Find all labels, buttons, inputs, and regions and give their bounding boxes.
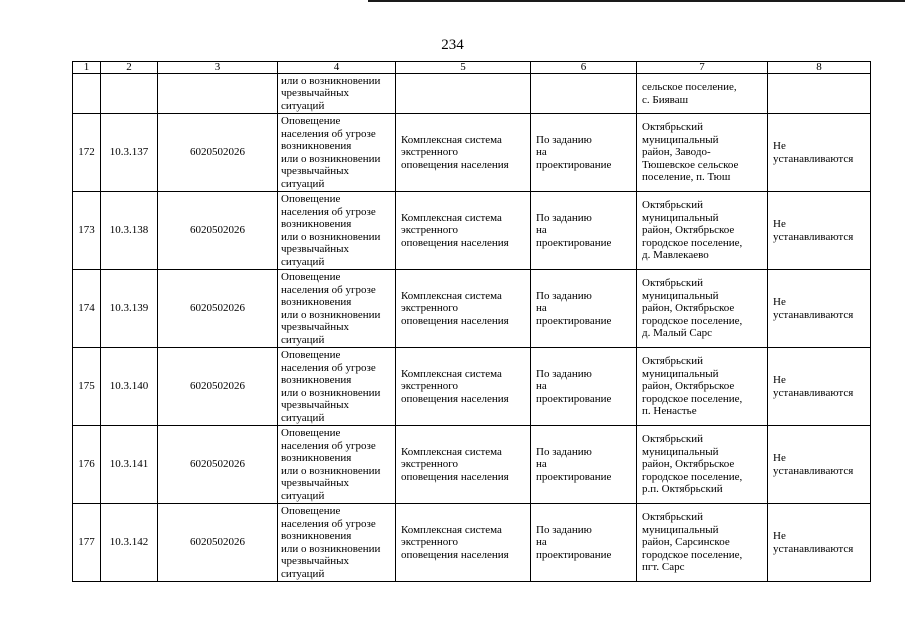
table-row [73,348,871,426]
cell-object-type: Комплексная система экстренного оповещения населения [396,192,531,270]
column-number-header-row [73,62,871,74]
cell-object-code: 10.3.140 [101,348,158,426]
cell-location: Октябрьский муниципальный район, Октябрьское городское поселение, р.п. Октябрьский [637,426,768,504]
cell-classifier-code: 6020502026 [158,348,278,426]
table-row [73,192,871,270]
cell-zones: Не устанавливаются [768,504,871,582]
table-row [73,270,871,348]
cell-empty [158,74,278,114]
cell-classifier-code: 6020502026 [158,270,278,348]
column-header: 7 [637,62,768,74]
cell-location: Октябрьский муниципальный район, Сарсинское городское поселение, пгт. Сарс [637,504,768,582]
column-header: 3 [158,62,278,74]
cell-row-number: 177 [73,504,101,582]
cell-object-name: Оповещение населения об угрозе возникновения или о возникновении чрезвычайных ситуаций [278,114,396,192]
cell-row-number: 175 [73,348,101,426]
cell-zones: Не устанавливаются [768,192,871,270]
cell-zones: Не устанавливаются [768,114,871,192]
cell-location: Октябрьский муниципальный район, Октябрьское городское поселение, д. Мавлекаево [637,192,768,270]
cell-object-name: Оповещение населения об угрозе возникновения или о возникновении чрезвычайных ситуаций [278,192,396,270]
cell-row-number: 176 [73,426,101,504]
cell-object-name: Оповещение населения об угрозе возникновения или о возникновении чрезвычайных ситуаций [278,348,396,426]
cell-location: сельское поселение, с. Бияваш [637,74,768,114]
cell-zones: Не устанавливаются [768,426,871,504]
column-header: 4 [278,62,396,74]
column-header: 8 [768,62,871,74]
cell-location: Октябрьский муниципальный район, Октябрьское городское поселение, п. Ненастье [637,348,768,426]
facilities-table [72,61,871,582]
scan-edge-line [368,0,905,2]
page-number: 234 [441,37,464,53]
cell-empty [101,74,158,114]
cell-object-code: 10.3.141 [101,426,158,504]
cell-object-code: 10.3.139 [101,270,158,348]
cell-row-number: 172 [73,114,101,192]
cell-zones: Не устанавливаются [768,270,871,348]
cell-status: По заданию на проектирование [531,426,637,504]
continuation-row [73,74,871,114]
cell-object-type: Комплексная система экстренного оповещения населения [396,348,531,426]
cell-status: По заданию на проектирование [531,114,637,192]
cell-object-name: или о возникновении чрезвычайных ситуаций [278,74,396,114]
cell-empty [768,74,871,114]
cell-empty [73,74,101,114]
cell-status: По заданию на проектирование [531,504,637,582]
cell-object-code: 10.3.138 [101,192,158,270]
cell-row-number: 174 [73,270,101,348]
cell-location: Октябрьский муниципальный район, Октябрьское городское поселение, д. Малый Сарс [637,270,768,348]
cell-object-name: Оповещение населения об угрозе возникновения или о возникновении чрезвычайных ситуаций [278,504,396,582]
cell-object-code: 10.3.142 [101,504,158,582]
cell-empty [396,74,531,114]
cell-classifier-code: 6020502026 [158,426,278,504]
cell-classifier-code: 6020502026 [158,192,278,270]
cell-object-code: 10.3.137 [101,114,158,192]
cell-status: По заданию на проектирование [531,270,637,348]
cell-object-type: Комплексная система экстренного оповещения населения [396,426,531,504]
column-header: 1 [73,62,101,74]
table-row [73,426,871,504]
cell-object-name: Оповещение населения об угрозе возникновения или о возникновении чрезвычайных ситуаций [278,270,396,348]
cell-object-type: Комплексная система экстренного оповещения населения [396,114,531,192]
cell-status: По заданию на проектирование [531,192,637,270]
cell-object-type: Комплексная система экстренного оповещения населения [396,504,531,582]
cell-zones: Не устанавливаются [768,348,871,426]
column-header: 5 [396,62,531,74]
cell-status: По заданию на проектирование [531,348,637,426]
cell-location: Октябрьский муниципальный район, Заводо- Тюшевское сельское поселение, п. Тюш [637,114,768,192]
table-row [73,114,871,192]
cell-object-type: Комплексная система экстренного оповещения населения [396,270,531,348]
table-row [73,504,871,582]
cell-classifier-code: 6020502026 [158,504,278,582]
cell-object-name: Оповещение населения об угрозе возникновения или о возникновении чрезвычайных ситуаций [278,426,396,504]
column-header: 6 [531,62,637,74]
cell-empty [531,74,637,114]
cell-row-number: 173 [73,192,101,270]
cell-classifier-code: 6020502026 [158,114,278,192]
column-header: 2 [101,62,158,74]
